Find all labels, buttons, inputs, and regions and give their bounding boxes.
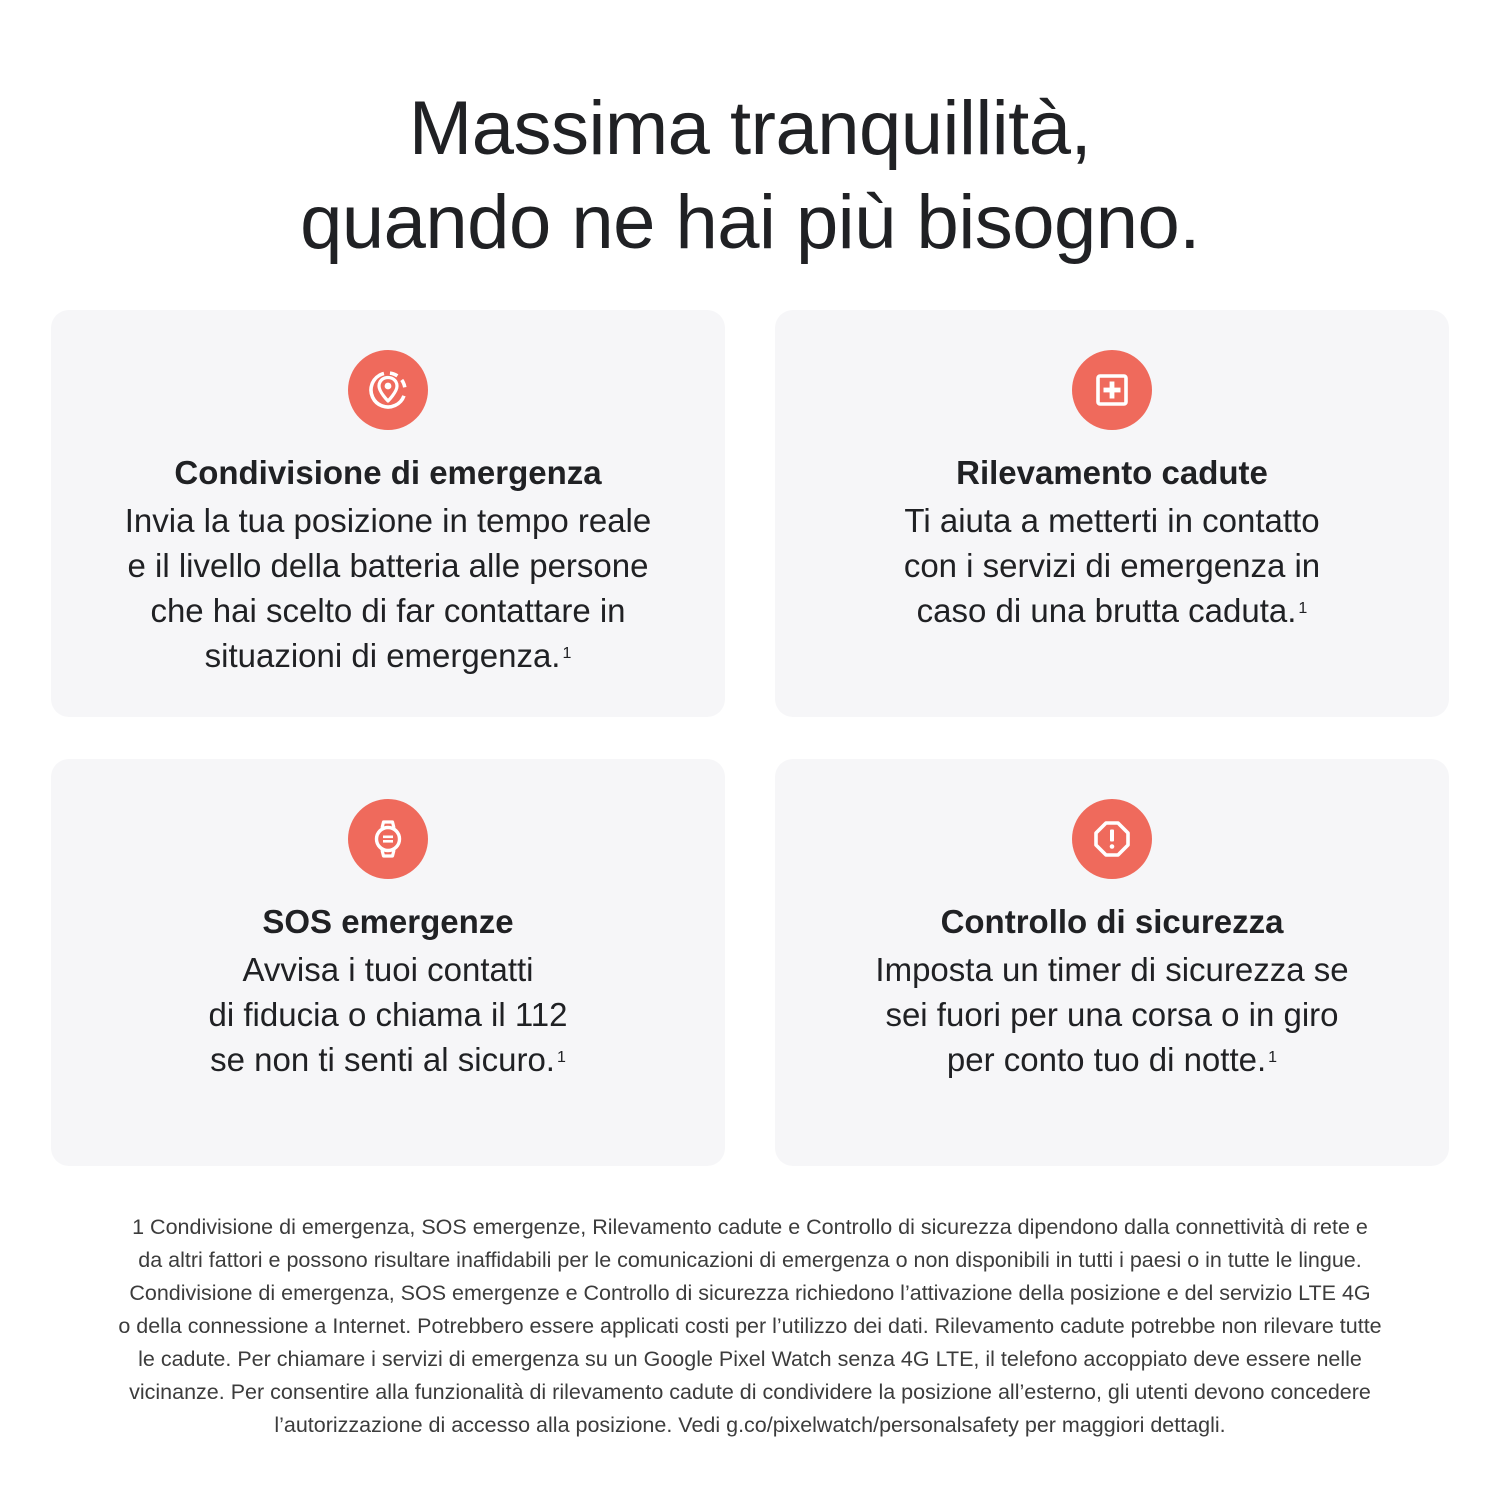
card-body-text: per conto tuo di notte. bbox=[946, 1041, 1267, 1078]
footnote-line: o della connessione a Internet. Potrebbero essere applicati costi per l’utilizzo dei dati. Rilevamento cadute potrebbe non rilevare tutte bbox=[118, 1314, 1382, 1338]
footnote-line: vicinanze. Per consentire alla funzionalità di rilevamento cadute di condividere la posizione all’esterno, gli utenti devono concedere bbox=[129, 1380, 1371, 1404]
feature-card-emergency-sharing bbox=[51, 310, 725, 717]
footnote-line: l’autorizzazione di accesso alla posizione. Vedi g.co/pixelwatch/personalsafety per maggiori dettagli. bbox=[274, 1413, 1226, 1437]
footnote-mark: 1 bbox=[1268, 1049, 1278, 1066]
card-body bbox=[805, 947, 1419, 1082]
card-title: Controllo di sicurezza bbox=[940, 903, 1284, 940]
footnote-line: da altri fattori e possono risultare inaffidabili per le comunicazioni di emergenza o non disponibili in tutti i paesi o in tutte le lingue. bbox=[138, 1248, 1362, 1272]
smartwatch-icon bbox=[348, 799, 428, 879]
medical-cross-icon bbox=[1072, 350, 1152, 430]
card-body-line: che hai scelto di far contattare in bbox=[150, 592, 626, 629]
card-body bbox=[81, 498, 695, 678]
footnote-mark: 1 bbox=[1298, 600, 1308, 617]
footnote-mark: 1 bbox=[562, 645, 572, 662]
footnote-mark: 1 bbox=[556, 1049, 566, 1066]
card-body bbox=[805, 498, 1419, 633]
card-body-line: Avvisa i tuoi contatti bbox=[242, 951, 534, 988]
headline-line-2: quando ne hai più bisogno. bbox=[300, 180, 1200, 265]
footnote-line: Condivisione di emergenza, SOS emergenze e Controllo di sicurezza richiedono l’attivazione della posizione e del servizio LTE 4G bbox=[129, 1281, 1371, 1305]
footnote bbox=[40, 1211, 1460, 1442]
card-body-text: situazioni di emergenza. bbox=[204, 637, 561, 674]
card-title: Rilevamento cadute bbox=[956, 454, 1268, 491]
headline-line-1: Massima tranquillità, bbox=[408, 86, 1092, 171]
location-pin-dashed-circle-icon bbox=[348, 350, 428, 430]
card-body-text: se non ti senti al sicuro. bbox=[210, 1041, 555, 1078]
card-body-line-last bbox=[805, 588, 1419, 633]
feature-card-safety-check bbox=[775, 759, 1449, 1166]
card-body-line-last bbox=[805, 1037, 1419, 1082]
footnote-line: 1 Condivisione di emergenza, SOS emergenze, Rilevamento cadute e Controllo di sicurezza dipendono dalla connettività di rete e bbox=[132, 1215, 1368, 1239]
card-body-line: e il livello della batteria alle persone bbox=[127, 547, 649, 584]
headline bbox=[0, 82, 1500, 270]
feature-card-fall-detection bbox=[775, 310, 1449, 717]
card-title: Condivisione di emergenza bbox=[174, 454, 602, 491]
card-title: SOS emergenze bbox=[262, 903, 514, 940]
footnote-line: le cadute. Per chiamare i servizi di emergenza su un Google Pixel Watch senza 4G LTE, il telefono accoppiato deve essere nelle bbox=[138, 1347, 1362, 1371]
card-body-line: di fiducia o chiama il 112 bbox=[208, 996, 568, 1033]
card-body-line: Ti aiuta a metterti in contatto bbox=[904, 502, 1320, 539]
card-body-line-last bbox=[81, 1037, 695, 1082]
card-body bbox=[81, 947, 695, 1082]
card-body-line: Imposta un timer di sicurezza se bbox=[875, 951, 1349, 988]
alert-octagon-icon bbox=[1072, 799, 1152, 879]
card-body-line: sei fuori per una corsa o in giro bbox=[885, 996, 1339, 1033]
card-body-line: Invia la tua posizione in tempo reale bbox=[124, 502, 652, 539]
card-body-line: con i servizi di emergenza in bbox=[903, 547, 1321, 584]
feature-card-emergency-sos bbox=[51, 759, 725, 1166]
card-body-text: caso di una brutta caduta. bbox=[916, 592, 1297, 629]
card-body-line-last bbox=[81, 633, 695, 678]
